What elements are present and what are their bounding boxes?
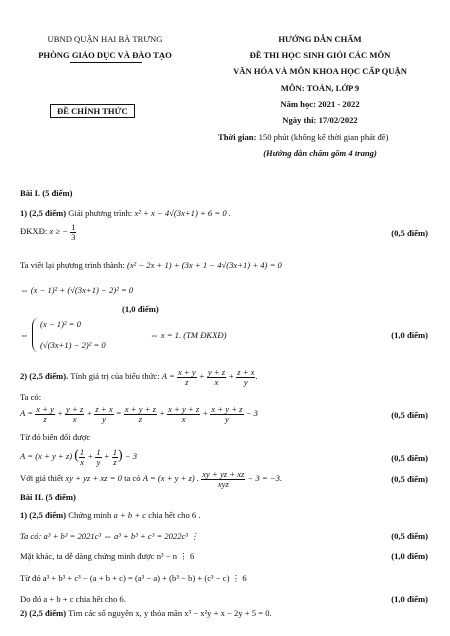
exam-date: Ngày thi: 17/02/2022	[282, 115, 358, 125]
given-tail: − 3 = −3.	[247, 473, 283, 484]
equivalent-equation: ⇔ (x − 1)² + (√(3x+1) − 2)² = 0	[20, 285, 134, 295]
time-value: 150 phút (không kể thời gian phát đề)	[258, 132, 389, 142]
s2-q2-label: 2) (2,5 điểm)	[20, 608, 67, 618]
system-line-2: (√(3x+1) − 2)² = 0	[40, 340, 106, 350]
s1-q1-label: 1) (2,5 điểm)	[20, 208, 67, 218]
s2-line-2: Mặt khác, ta dễ dàng chứng minh được n³ − n ⋮ 6	[20, 551, 195, 561]
s2-q1-expr: a + b + c	[113, 510, 147, 520]
given-text: Với giả thiết	[20, 473, 64, 484]
s1-q2: 2) (2,5 điểm). Tính giá trị của biểu thức: A = $\frac{x + y}{z}$ + $\frac{y + z}{x}$ + $\frac{z + x}{y}$ .	[20, 367, 258, 387]
doc-subtitle: ĐỀ THI HỌC SINH GIỎI CÁC MÔN	[249, 50, 391, 60]
pages-note: (Hướng dẫn chấm gồm 4 trang)	[263, 148, 377, 158]
section-1-title: Bài I. (5 điểm)	[20, 188, 73, 198]
score-expansion: (0,5 điểm)	[391, 410, 428, 420]
score-given: (0,5 điểm)	[391, 474, 428, 484]
s2-q1	[20, 510, 201, 520]
time-label: Thời gian:	[218, 132, 257, 142]
dkxd-fraction: $\frac{1}{3}$	[71, 222, 76, 242]
transform-A: A = (x + y + z)	[20, 451, 73, 462]
s2-line-1: Ta có: a³ + b³ = 2021c³ ⇔ a³ + b³ + c³ = 2022c³ ⋮	[20, 531, 199, 541]
school-year: Năm học: 2021 - 2022	[280, 99, 360, 109]
given-fraction: $\frac{xy + yz + xz}{\text{xyz}}$	[202, 469, 245, 489]
frac-1: $\frac{x + y}{z}$	[177, 367, 196, 387]
dkxd-expr: x ≥ −	[49, 226, 69, 237]
doc-subtitle-2: VĂN HÓA VÀ MÔN KHOA HỌC CẤP QUẬN	[233, 66, 407, 76]
s1-q2-text: Tính giá trị của biểu thức:	[70, 371, 160, 382]
s1-q1	[20, 208, 231, 218]
education-office: PHÒNG GIÁO DỤC VÀ ĐÀO TẠO	[38, 50, 172, 60]
official-exam-label: ĐỀ CHÍNH THỨC	[50, 104, 135, 118]
rewrite-equation: (x² − 2x + 1) + (3x + 1 − 4√(3x+1) + 4) = 0	[126, 260, 282, 270]
subject-line: MÔN: TOÁN, LỚP 9	[280, 83, 360, 93]
s2-q2-text: Tìm các số nguyên x, y thỏa mãn x³ − x²y + x − 2y + 5 = 0.	[68, 608, 272, 618]
doc-title: HƯỚNG DẪN CHẤM	[278, 34, 362, 44]
s1-q1-text: Giải phương trình:	[68, 208, 133, 218]
dkxd-line	[20, 223, 76, 241]
system-line-1: (x − 1)² = 0	[40, 319, 81, 329]
district-committee: UBND QUẬN HAI BÀ TRƯNG	[47, 34, 163, 44]
s2-q1-text: Chứng minh	[68, 510, 112, 520]
s2-line-4: Do đó a + b + c chia hết cho 6.	[20, 594, 126, 604]
section-2-title: Bài II. (5 điểm)	[20, 492, 76, 502]
s1-q1-equation: x² + x − 4√(3x+1) + 6 = 0 .	[134, 208, 231, 218]
transform-text: Từ đó biến đổi được	[20, 432, 91, 442]
system-result: ⇔ x = 1. (TM ĐKXĐ)	[150, 330, 227, 340]
expansion-line: A = $\frac{x + y}{z}$ + $\frac{y + z}{x}$ + $\frac{z + x}{y}$ = $\frac{x + y + z}{z}$ + $\frac{x + y + z}{x}$ + $\frac{x + y + z}{y}$ − 3	[20, 404, 258, 424]
score-s2-line-1: (0,5 điểm)	[391, 531, 428, 541]
rewrite-line	[20, 260, 282, 270]
s2-q1-tail: chia hết cho 6 .	[148, 510, 201, 520]
score-equivalent: (1,0 điểm)	[122, 304, 159, 314]
frac-2: $\frac{y + z}{x}$	[207, 367, 226, 387]
equiv-symbol: ⇔	[20, 330, 29, 340]
score-transform: (0,5 điểm)	[391, 453, 428, 463]
given-mid: ta có	[124, 473, 141, 484]
time-line	[218, 132, 388, 142]
given-line	[20, 470, 282, 488]
s2-q1-label: 1) (2,5 điểm)	[20, 510, 67, 520]
header-underline	[70, 62, 142, 63]
given-A: A = (x + y + z) .	[142, 473, 200, 484]
s1-q2-A: A =	[161, 371, 175, 382]
s1-q2-label: 2) (2,5 điểm).	[20, 371, 69, 382]
score-dkxd: (0,5 điểm)	[391, 228, 428, 238]
s2-q2	[20, 608, 272, 618]
s2-line-3: Từ đó a³ + b³ + c³ − (a + b + c) = (a³ − a) + (b³ − b) + (c³ − c) ⋮ 6	[20, 573, 247, 583]
frac-3: $\frac{z + x}{y}$	[237, 367, 255, 387]
score-s2-line-2: (1,0 điểm)	[391, 551, 428, 561]
score-s2-line-4: (1,0 điểm)	[391, 594, 428, 604]
rewrite-text: Ta viết lại phương trình thành:	[20, 260, 125, 270]
system-brace	[32, 318, 39, 352]
expansion-tail: − 3	[245, 408, 258, 419]
transform-tail: − 3	[124, 451, 138, 462]
transform-line: A = (x + y + z) ( $\frac{1}{x}$ + $\frac{1}{y}$ + $\frac{1}{z}$ ) − 3	[20, 447, 138, 467]
score-system: (1,0 điểm)	[391, 330, 428, 340]
taco-label: Ta có:	[20, 392, 42, 402]
given-eq: xy + yz + xz = 0	[65, 473, 122, 484]
dkxd-label: ĐKXĐ:	[20, 226, 48, 237]
